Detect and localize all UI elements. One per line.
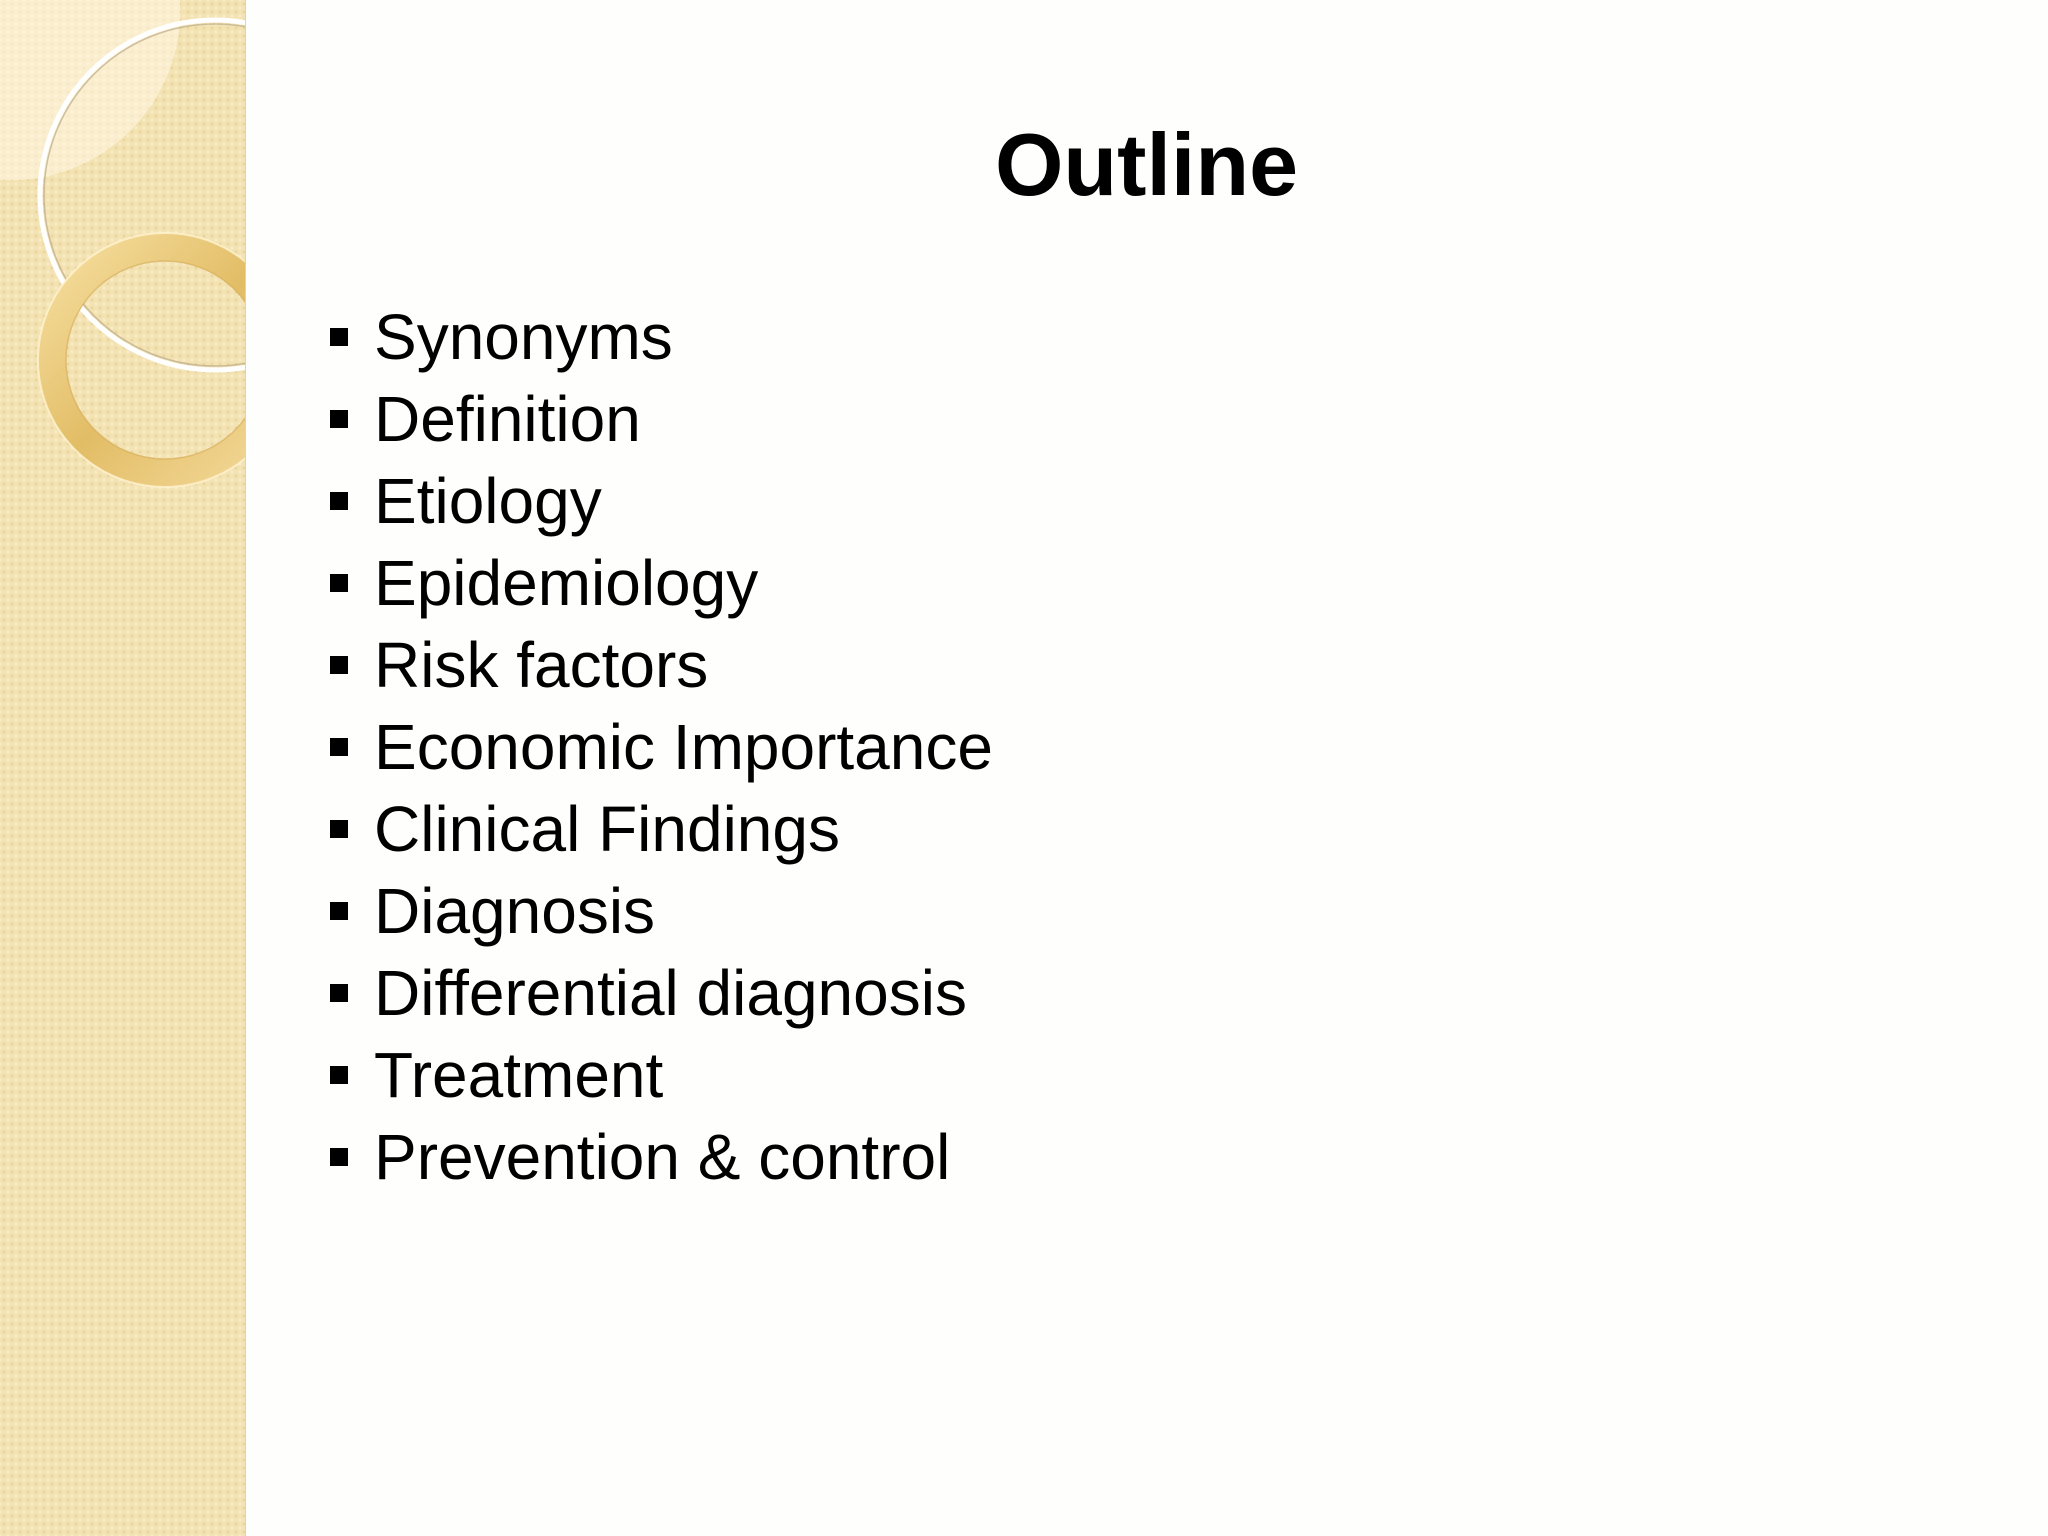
outline-item (330, 542, 993, 624)
square-bullet-icon (330, 656, 348, 674)
outline-item (330, 952, 993, 1034)
outline-item (330, 378, 993, 460)
outline-list (330, 296, 993, 1198)
outline-item-label: Etiology (374, 465, 602, 537)
square-bullet-icon (330, 492, 348, 510)
square-bullet-icon (330, 410, 348, 428)
gold-ring (52, 247, 245, 473)
square-bullet-icon (330, 328, 348, 346)
square-bullet-icon (330, 738, 348, 756)
outline-item-label: Synonyms (374, 301, 673, 373)
outline-item (330, 788, 993, 870)
outline-item-label: Treatment (374, 1039, 664, 1111)
outline-item (330, 460, 993, 542)
slide-title: Outline (994, 115, 1299, 214)
outline-item-label: Prevention & control (374, 1121, 951, 1193)
square-bullet-icon (330, 902, 348, 920)
outline-item (330, 296, 993, 378)
square-bullet-icon (330, 1148, 348, 1166)
light-arc-shape (0, 0, 180, 180)
square-bullet-icon (330, 1066, 348, 1084)
outline-item-label: Definition (374, 383, 641, 455)
outline-item-label: Diagnosis (374, 875, 656, 947)
outline-item-label: Economic Importance (374, 711, 993, 783)
outline-item-label: Risk factors (374, 629, 709, 701)
outline-item (330, 1116, 993, 1198)
outline-item (330, 706, 993, 788)
square-bullet-icon (330, 984, 348, 1002)
outline-item (330, 1034, 993, 1116)
outline-item-label: Differential diagnosis (374, 957, 967, 1029)
outline-item (330, 870, 993, 952)
square-bullet-icon (330, 574, 348, 592)
square-bullet-icon (330, 820, 348, 838)
outline-item-label: Epidemiology (374, 547, 759, 619)
outline-item-label: Clinical Findings (374, 793, 840, 865)
decorative-rings (0, 0, 245, 520)
outline-item (330, 624, 993, 706)
